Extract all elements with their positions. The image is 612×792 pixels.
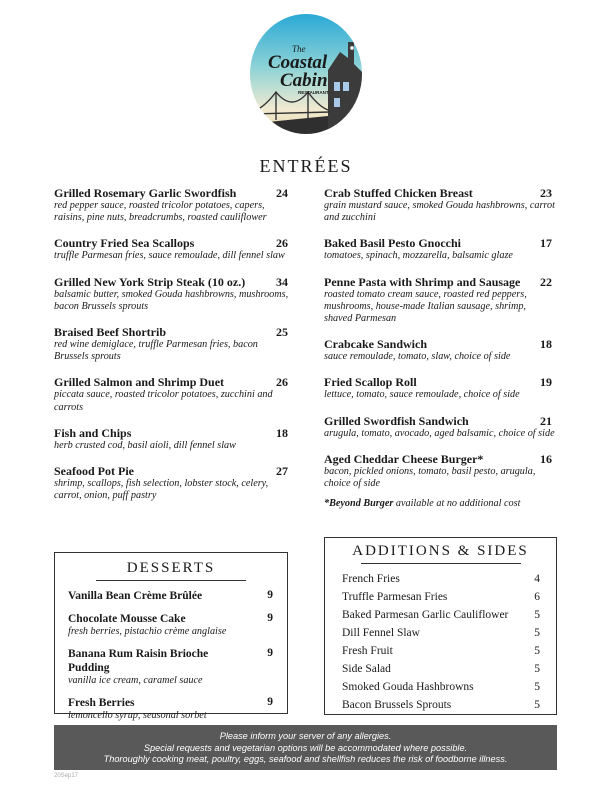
menu-item <box>54 275 292 313</box>
side-item <box>342 696 540 714</box>
item-name: Grilled Swordfish Sandwich <box>324 413 469 428</box>
menu-item <box>324 236 556 262</box>
additions-divider <box>361 563 521 564</box>
side-price: 5 <box>534 609 540 621</box>
item-description: arugula, tomato, avocado, aged balsamic, choice of side <box>324 427 555 439</box>
item-description: grain mustard sauce, smoked Gouda hashbrowns, carrot and zucchini <box>324 200 555 224</box>
item-price: 9 <box>267 589 273 601</box>
hang-tag-hole <box>350 46 354 50</box>
item-price: 25 <box>276 325 288 340</box>
menu-item <box>54 325 292 363</box>
item-name: Fish and Chips <box>54 425 132 440</box>
menu-item <box>324 186 556 224</box>
menu-item <box>54 375 292 413</box>
item-price: 19 <box>540 375 552 390</box>
side-price: 5 <box>534 627 540 639</box>
side-name: Truffle Parmesan Fries <box>342 591 448 603</box>
item-price: 9 <box>267 647 273 660</box>
item-price: 16 <box>540 451 552 466</box>
item-price: 9 <box>267 612 273 624</box>
side-price: 5 <box>534 699 540 711</box>
item-description: herb crusted cod, basil aioli, dill fennel slaw <box>54 439 236 451</box>
item-description: tomatoes, spinach, mozzarella, balsamic glaze <box>324 250 513 262</box>
side-name: Bacon Brussels Sprouts <box>342 699 452 711</box>
item-price: 18 <box>540 337 552 352</box>
footer-line-allergies: Please inform your server of any allergies. <box>219 731 392 741</box>
item-name: Grilled New York Strip Steak (10 oz.) <box>54 274 246 289</box>
item-name: Aged Cheddar Cheese Burger* <box>324 451 484 466</box>
item-price: 26 <box>276 375 288 390</box>
item-description: balsamic butter, smoked Gouda hashbrowns, mushrooms, bacon Brussels sprouts <box>54 288 289 312</box>
item-price: 26 <box>276 236 288 251</box>
item-price: 18 <box>276 425 288 440</box>
item-price: 17 <box>540 236 552 251</box>
dessert-item <box>68 612 273 638</box>
item-name: Crab Stuffed Chicken Breast <box>324 186 473 200</box>
item-description: truffle Parmesan fries, sauce remoulade, dill fennel slaw <box>54 250 285 262</box>
item-price: 27 <box>276 464 288 479</box>
item-price: 34 <box>276 274 288 289</box>
item-price: 24 <box>276 186 288 200</box>
side-item <box>342 606 540 624</box>
item-description: red wine demiglace, truffle Parmesan fries, bacon Brussels sprouts <box>54 339 258 363</box>
item-name: Seafood Pot Pie <box>54 464 134 479</box>
menu-item <box>54 186 292 224</box>
item-name: Grilled Rosemary Garlic Swordfish <box>54 186 237 200</box>
cabin-window <box>343 82 349 91</box>
menu-item <box>54 464 292 502</box>
menu-item <box>54 426 292 452</box>
side-item <box>342 570 540 588</box>
item-description: bacon, pickled onions, tomato, basil pesto, arugula, choice of side <box>324 465 536 490</box>
side-price: 6 <box>534 591 540 603</box>
footer-line-requests: Special requests and vegetarian options will be accommodated where possible. <box>143 742 468 753</box>
menu-item <box>324 414 556 440</box>
restaurant-logo <box>248 12 364 136</box>
item-description: sauce remoulade, tomato, slaw, choice of side <box>324 351 511 363</box>
item-name: Country Fried Sea Scallops <box>54 236 195 251</box>
beyond-burger-note-text: available at no additional cost <box>393 498 521 510</box>
side-item <box>342 588 540 606</box>
logo-text-the: The <box>292 44 306 54</box>
item-name: Chocolate Mousse Cake <box>68 613 186 625</box>
item-price: 23 <box>540 186 552 200</box>
side-name: Dill Fennel Slaw <box>342 627 420 639</box>
item-name: Fried Scallop Roll <box>324 375 417 390</box>
logo-text-coastal: Coastal <box>268 52 328 73</box>
menu-item <box>324 452 556 490</box>
desserts-box <box>54 552 288 722</box>
side-price: 5 <box>534 645 540 657</box>
item-name: Baked Basil Pesto Gnocchi <box>324 236 462 251</box>
item-name: Crabcake Sandwich <box>324 337 428 352</box>
dessert-item <box>68 647 273 687</box>
beyond-burger-label: *Beyond Burger <box>324 498 394 510</box>
entrees-heading: ENTRÉES <box>259 156 353 176</box>
item-description: fresh berries, pistachio crème anglaise <box>68 626 227 637</box>
item-name: Banana Rum Raisin Brioche Pudding <box>68 648 209 675</box>
menu-version-code: 20Sep17 <box>54 773 79 779</box>
item-description: shrimp, scallops, fish selection, lobster stock, celery, carrot, onion, puff pastry <box>54 478 269 502</box>
additions-box <box>324 537 557 715</box>
logo-text-cabin: Cabin <box>280 70 328 91</box>
item-price: 22 <box>540 274 552 289</box>
item-name: Grilled Salmon and Shrimp Duet <box>54 375 225 390</box>
item-description: roasted tomato cream sauce, roasted red peppers, mushrooms, house-made Italian sausage, shrimp, shaved Parmesan <box>324 288 527 325</box>
side-price: 4 <box>534 573 540 585</box>
item-price: 9 <box>267 696 273 709</box>
item-name: Vanilla Bean Crème Brûlée <box>68 590 203 602</box>
entrees-right-column <box>324 186 556 510</box>
cabin-window <box>334 98 340 107</box>
desserts-heading: DESSERTS <box>126 560 216 576</box>
menu-item <box>324 275 556 326</box>
item-description: red pepper sauce, roasted tricolor potatoes, capers, raisins, pine nuts, breadcrumbs, roasted cauliflower <box>54 200 267 224</box>
entrees-left-column <box>54 186 292 514</box>
desserts-divider <box>96 580 246 581</box>
footer-line-consumer-advisory: Thoroughly cooking meat, poultry, eggs, seafood and shellfish reduces the risk of foodborne illness. <box>103 754 508 765</box>
side-price: 5 <box>534 681 540 693</box>
side-item <box>342 642 540 660</box>
side-item <box>342 624 540 642</box>
item-description: lettuce, tomato, sauce remoulade, choice of side <box>324 389 520 401</box>
item-description: vanilla ice cream, caramel sauce <box>68 675 203 687</box>
item-name: Braised Beef Shortrib <box>54 325 166 340</box>
logo-text-restaurant: RESTAURANT <box>298 90 329 95</box>
menu-item <box>324 337 556 363</box>
item-description: piccata sauce, roasted tricolor potatoes, zucchini and carrots <box>54 389 273 413</box>
side-item <box>342 678 540 696</box>
side-name: Smoked Gouda Hashbrowns <box>342 681 474 693</box>
item-description: lemoncello syrup, seasonal sorbet <box>68 710 207 722</box>
allergy-notice-footer <box>54 725 557 770</box>
cabin-window <box>334 82 340 91</box>
dessert-item <box>68 589 273 603</box>
menu-item <box>54 236 292 262</box>
dessert-item <box>68 696 273 722</box>
side-name: French Fries <box>342 573 400 585</box>
beyond-burger-note <box>324 498 556 510</box>
side-name: Baked Parmesan Garlic Cauliflower <box>342 609 509 621</box>
item-name: Fresh Berries <box>68 697 135 710</box>
side-name: Fresh Fruit <box>342 645 393 657</box>
menu-item <box>324 375 556 401</box>
additions-heading: ADDITIONS & SIDES <box>352 543 529 559</box>
side-price: 5 <box>534 663 540 675</box>
side-name: Side Salad <box>342 663 391 675</box>
side-item <box>342 660 540 678</box>
item-name: Penne Pasta with Shrimp and Sausage <box>324 274 521 289</box>
item-price: 21 <box>540 413 552 428</box>
